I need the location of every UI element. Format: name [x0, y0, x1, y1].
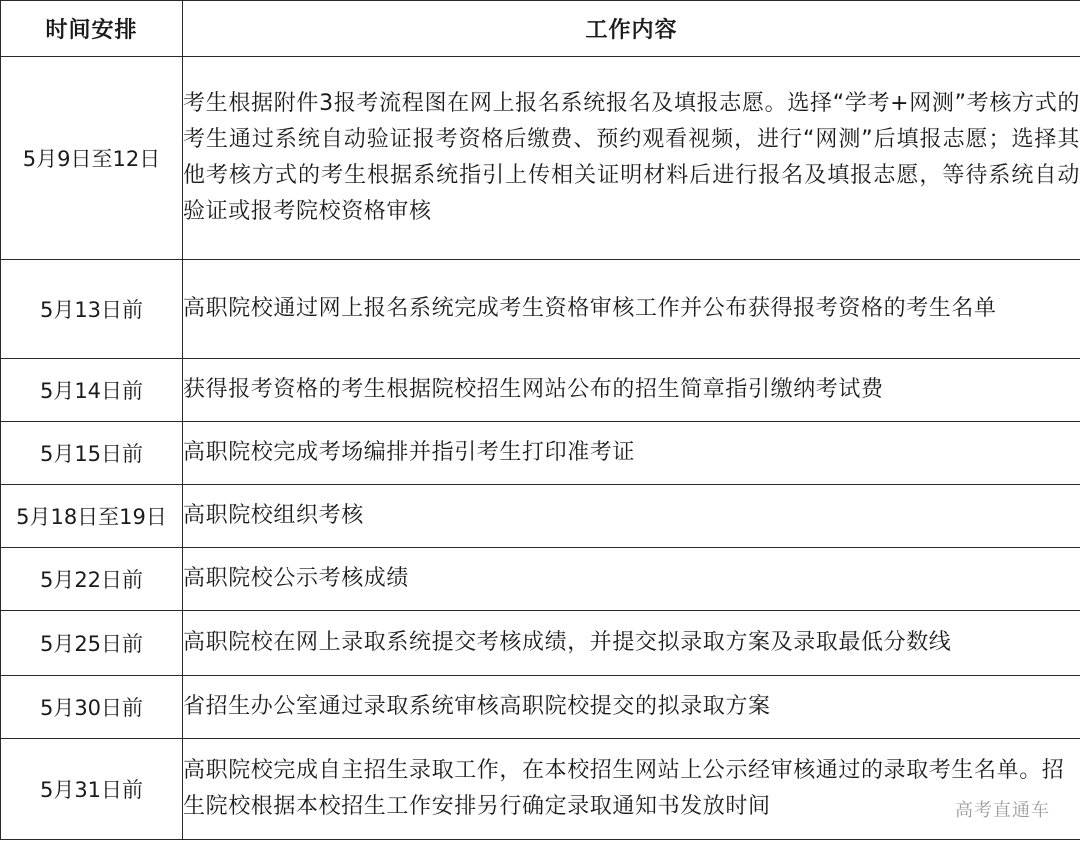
row-content: 获得报考资格的考生根据院校招生网站公布的招生简章指引缴纳考试费 — [183, 359, 1080, 422]
table-row — [1, 260, 1080, 359]
table-row — [1, 739, 1080, 840]
row-time: 5月30日前 — [1, 676, 183, 739]
row-time: 5月9日至12日 — [1, 57, 183, 260]
row-content: 高职院校在网上录取系统提交考核成绩，并提交拟录取方案及录取最低分数线 — [183, 611, 1080, 676]
header-time: 时间安排 — [1, 1, 183, 57]
watermark: 高考直通车 — [955, 800, 1050, 821]
row-time: 5月13日前 — [1, 260, 183, 359]
row-content: 高职院校通过网上报名系统完成考生资格审核工作并公布获得报考资格的考生名单 — [183, 260, 1080, 359]
row-content: 高职院校公示考核成绩 — [183, 548, 1080, 611]
table-row — [1, 676, 1080, 739]
header-row — [1, 1, 1080, 57]
row-time: 5月22日前 — [1, 548, 183, 611]
row-time: 5月15日前 — [1, 422, 183, 485]
row-content: 高职院校组织考核 — [183, 485, 1080, 548]
row-time: 5月25日前 — [1, 611, 183, 676]
row-content: 高职院校完成考场编排并指引考生打印准考证 — [183, 422, 1080, 485]
row-content: 考生根据附件3报考流程图在网上报名系统报名及填报志愿。选择“学考+网测”考核方式的考生通过系统自动验证报考资格后缴费、预约观看视频，进行“网测”后填报志愿；选择其他考核方式的考生根据系统指引上传相关证明材料后进行报名及填报志愿，等待系统自动验证或报考院校资格审核 — [183, 57, 1080, 260]
table-row — [1, 359, 1080, 422]
header-content: 工作内容 — [183, 1, 1080, 57]
row-time: 5月31日前 — [1, 739, 183, 840]
row-time: 5月14日前 — [1, 359, 183, 422]
table-row — [1, 548, 1080, 611]
table-row — [1, 485, 1080, 548]
row-content: 高职院校完成自主招生录取工作，在本校招生网站上公示经审核通过的录取考生名单。招生院校根据本校招生工作安排另行确定录取通知书发放时间 — [183, 739, 1080, 840]
row-time: 5月18日至19日 — [1, 485, 183, 548]
row-content: 省招生办公室通过录取系统审核高职院校提交的拟录取方案 — [183, 676, 1080, 739]
table-row — [1, 422, 1080, 485]
table-row — [1, 57, 1080, 260]
table-row — [1, 611, 1080, 676]
